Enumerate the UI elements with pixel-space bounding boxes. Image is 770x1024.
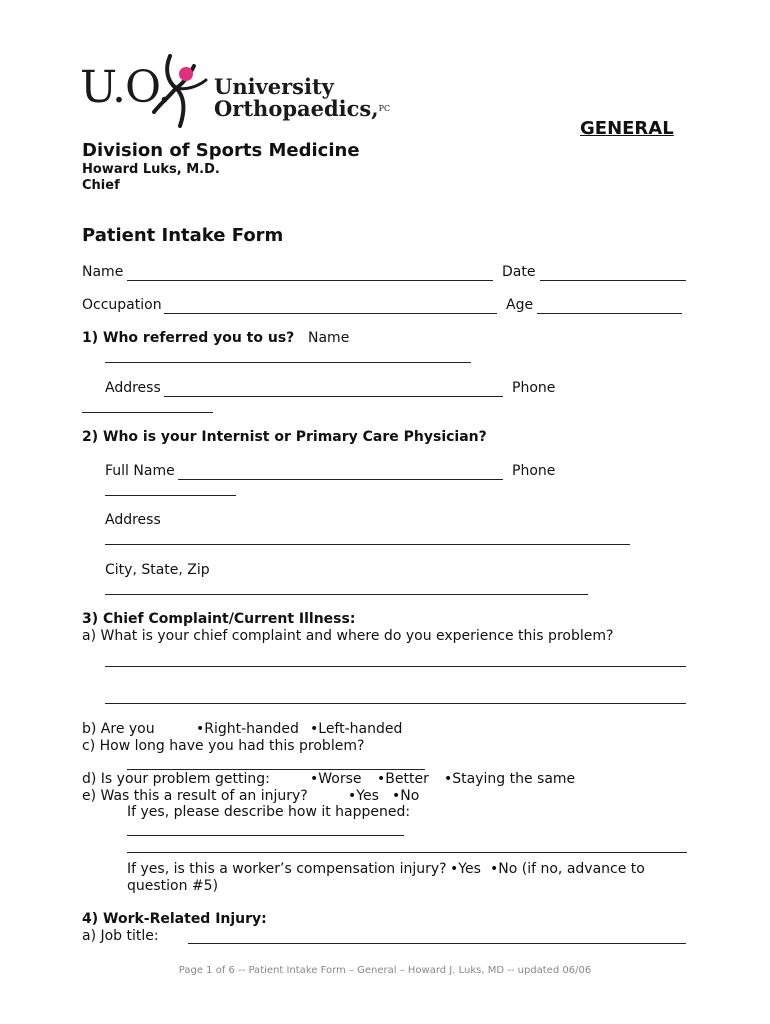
q3-c-text: c) How long have you had this problem? (82, 738, 365, 754)
wc-yes-label: Yes (458, 861, 481, 877)
referrer-phone-field[interactable] (82, 412, 213, 413)
occupation-label: Occupation (82, 297, 162, 313)
logo-line2: Orthopaedics, (214, 96, 379, 121)
worse-option[interactable]: •Worse (310, 771, 362, 787)
injury-yes-option[interactable]: •Yes (348, 788, 379, 804)
injury-no-label: No (400, 788, 420, 804)
q1-name-label: Name (308, 330, 350, 346)
complaint-field-1[interactable] (105, 666, 686, 667)
injury-description-field-1[interactable] (127, 835, 404, 836)
q1-address-label: Address (105, 380, 161, 396)
q2-address-label: Address (105, 512, 161, 528)
left-handed-option[interactable]: •Left-handed (310, 721, 403, 737)
q4-title: 4) Work-Related Injury: (82, 911, 267, 927)
q4-a-text: a) Job title: (82, 928, 159, 944)
referrer-address-field[interactable] (164, 396, 503, 397)
q1-phone-label: Phone (512, 380, 556, 396)
physician-title: Chief (82, 178, 120, 193)
injury-no-option[interactable]: •No (392, 788, 420, 804)
staying-same-label: Staying the same (452, 771, 576, 787)
division-title: Division of Sports Medicine (82, 140, 360, 161)
q3-d-text: d) Is your problem getting: (82, 771, 270, 787)
q2-city-label: City, State, Zip (105, 562, 210, 578)
wc-no-option[interactable]: •No (if no, advance to (490, 861, 645, 877)
physician-phone-field[interactable] (105, 495, 236, 496)
wc-no-label: No (if no, advance to (498, 861, 645, 877)
logo-line1: University (214, 74, 334, 99)
q1-title: 1) Who referred you to us? (82, 330, 295, 346)
physician-address-field[interactable] (105, 544, 630, 545)
referrer-name-field[interactable] (105, 362, 471, 363)
staying-same-option[interactable]: •Staying the same (444, 771, 576, 787)
physician-fullname-field[interactable] (178, 479, 503, 480)
age-label: Age (506, 297, 534, 313)
q3-title: 3) Chief Complaint/Current Illness: (82, 611, 356, 627)
q2-fullname-label: Full Name (105, 463, 175, 479)
q3-b-text: b) Are you (82, 721, 155, 737)
better-option[interactable]: •Better (377, 771, 429, 787)
worse-label: Worse (318, 771, 362, 787)
page-footer: Page 1 of 6 -- Patient Intake Form – General – Howard J. Luks, MD -- updated 06/06 (178, 965, 592, 976)
name-label: Name (82, 264, 124, 280)
q3-wc-continued: question #5) (127, 878, 219, 894)
q3-a-text: a) What is your chief complaint and where do you experience this problem? (82, 628, 614, 644)
injury-description-field-2[interactable] (127, 852, 687, 853)
better-label: Better (385, 771, 429, 787)
complaint-field-2[interactable] (105, 703, 686, 704)
q2-title: 2) Who is your Internist or Primary Care Physician? (82, 429, 487, 445)
date-field[interactable] (540, 280, 686, 281)
logo-suffix: PC (378, 104, 391, 113)
occupation-field[interactable] (164, 313, 497, 314)
date-label: Date (502, 264, 536, 280)
name-field[interactable] (127, 280, 493, 281)
right-handed-label: Right-handed (204, 721, 299, 737)
logo-figure-icon (150, 52, 212, 130)
q2-phone-label: Phone (512, 463, 556, 479)
physician-city-field[interactable] (105, 594, 588, 595)
doc-type: GENERAL (580, 118, 674, 139)
right-handed-option[interactable]: •Right-handed (196, 721, 299, 737)
physician-name: Howard Luks, M.D. (82, 162, 220, 177)
wc-yes-option[interactable]: •Yes (450, 861, 481, 877)
job-title-field[interactable] (188, 943, 686, 944)
logo-name (214, 76, 390, 120)
q3-wc-text: If yes, is this a worker’s compensation injury? (127, 861, 447, 877)
q3-e-text: e) Was this a result of an injury? (82, 788, 308, 804)
injury-yes-label: Yes (356, 788, 379, 804)
age-field[interactable] (537, 313, 682, 314)
duration-field[interactable] (127, 769, 425, 770)
logo-abbrev: U.O. (80, 62, 171, 113)
form-title: Patient Intake Form (82, 225, 284, 246)
q3-e-describe: If yes, please describe how it happened: (127, 804, 411, 820)
left-handed-label: Left-handed (318, 721, 403, 737)
